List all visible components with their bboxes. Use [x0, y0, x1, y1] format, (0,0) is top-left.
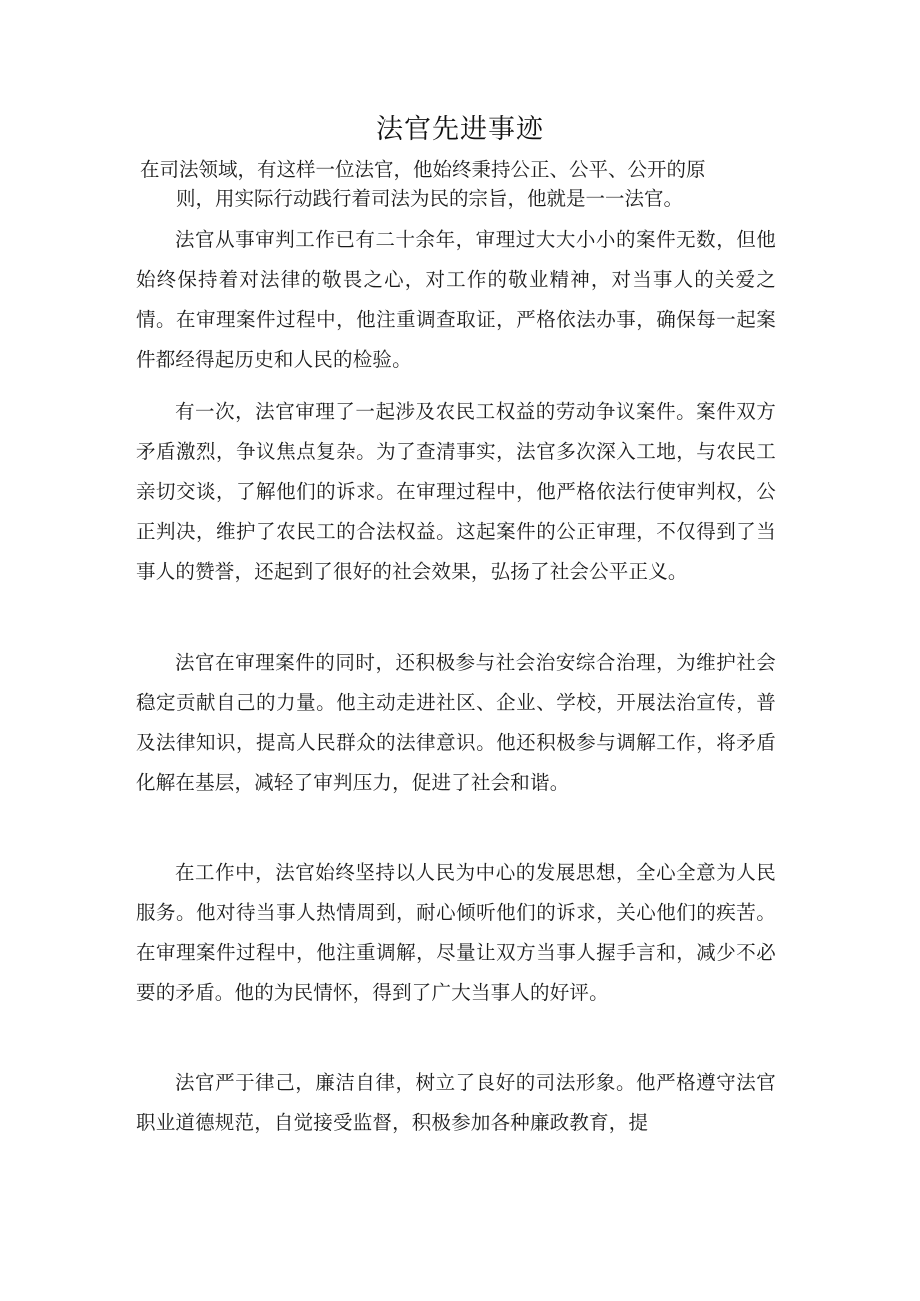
- body-paragraph-2: 有一次，法官审理了一起涉及农民工权益的劳动争议案件。案件双方矛盾激烈，争议焦点复杂。为了查清事实，法官多次深入工地，与农民工亲切交谈，了解他们的诉求。在审理过程中，他严格依法行使审判权，公正判决，维护了农民工的合法权益。这起案件的公正审理，不仅得到了当事人的赞誉，还起到了很好的社会效果，弘扬了社会公平正义。: [136, 400, 776, 583]
- intro-line-2: 则，用实际行动践行着司法为民的宗旨，他就是一一法官。: [176, 187, 684, 210]
- body-paragraph-3: 法官在审理案件的同时，还积极参与社会治安综合治理，为维护社会稳定贡献自己的力量。他主动走进社区、企业、学校，开展法治宣传，普及法律知识，提高人民群众的法律意识。他还积极参与调解工作，将矛盾化解在基层，减轻了审判压力，促进了社会和谐。: [136, 651, 776, 794]
- body-paragraph-5: 法官严于律己，廉洁自律，树立了良好的司法形象。他严格遵守法官职业道德规范，自觉接受监督，积极参加各种廉政教育，提: [136, 1071, 776, 1134]
- body-paragraph-4: 在工作中，法官始终坚持以人民为中心的发展思想，全心全意为人民服务。他对待当事人热情周到，耐心倾听他们的诉求，关心他们的疾苦。在审理案件过程中，他注重调解，尽量让双方当事人握手言和，减少不必要的矛盾。他的为民情怀，得到了广大当事人的好评。: [136, 861, 776, 1004]
- document-title: 法官先进事迹: [376, 114, 544, 145]
- intro-paragraph: [140, 155, 780, 213]
- body-paragraph-1: 法官从事审判工作已有二十余年，审理过大大小小的案件无数，但他始终保持着对法律的敬畏之心，对工作的敬业精神，对当事人的关爱之情。在审理案件过程中，他注重调查取证，严格依法办事，确保每一起案件都经得起历史和人民的检验。: [136, 228, 776, 371]
- intro-line-1: 在司法领域，有这样一位法官，他始终秉持公正、公平、公开的原: [140, 158, 706, 181]
